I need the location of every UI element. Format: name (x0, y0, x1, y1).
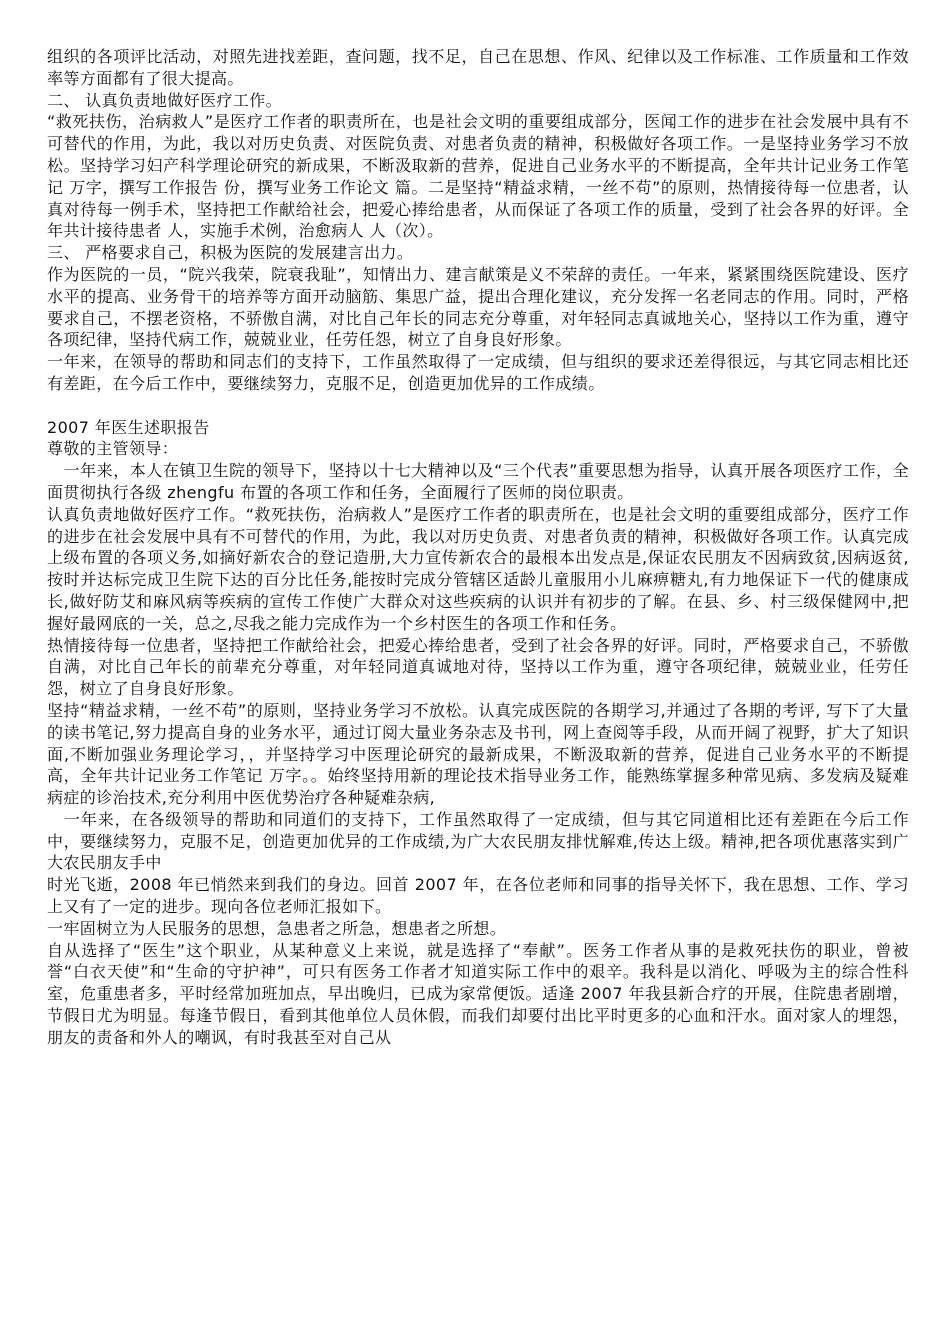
paragraph-township-hospital: 一年来，本人在镇卫生院的领导下，坚持以十七大精神以及“三个代表”重要思想为指导，认真开展各项医疗工作，全面贯彻执行各级 zhengfu 布置的各项工作和任务，全面履行了医师的岗位职责。 (47, 461, 909, 502)
paragraph-hospital-member: 作为医院的一员，“院兴我荣，院衰我耻”，知情出力、建言献策是义不荣辞的责任。一年来，紧紧围绕医院建设、医疗水平的提高、业务骨干的培养等方面开动脑筋、集思广益，提出合理化建议，充分发挥一名老同志的作用。同时，严格要求自己，不摆老资格，不骄傲自满，对比自己年长的同志充分尊重，对年轻同志真诚地关心，坚持以工作为重，遵守各项纪律，坚持代病工作，兢兢业业，任劳任怨，树立了自身良好形象。 (47, 264, 909, 350)
salutation: 尊敬的主管领导： (47, 439, 179, 459)
paragraph-study: 坚持“精益求精，一丝不苟”的原则，坚持业务学习不放松。认真完成医院的各期学习,并通过了各期的考评, 写下了大量的读书笔记,努力提高自身的业务水平，通过订阅大量业务杂志及书刊，网上查阅等手段，从而开阔了视野，扩大了知识面,不断加强业务理论学习，，并坚持学习中医理论研究的最新成果，不断汲取新的营养，促进自己业务水平的不断提高，全年共计记业务工作笔记 万字。。始终坚持用新的理论技术指导业务工作，能熟练掌握多种常见病、多发病及疑难病症的诊治技术,充分利用中医优势治疗各种疑难杂病, (47, 700, 909, 808)
paragraph-responsible-medical-work: 认真负责地做好医疗工作。“救死扶伤，治病救人”是医疗工作者的职责所在，也是社会文明的重要组成部分，医疗工作的进步在社会发展中具有不可替代的作用，为此，我以对历史负责、对患者负责的精神，积极做好各项工作。认真完成上级布置的各项义务,如摘好新农合的登记造册,大力宣传新农合的最根本出发点是,保证农民朋友不因病致贫,因病返贫,按时并达标完成卫生院下达的百分比任务,能按时完成分管辖区适龄儿童服用小儿麻痹糖丸,有力地保证下一代的健康成长,做好防艾和麻风病等疾病的宣传工作使广大群众对这些疾病的认识并有初步的了解。在县、乡、村三级保健网中,把握好最网底的一关，总之,尽我之能力完成作为一个乡村医生的各项工作和任务。 (47, 504, 909, 633)
paragraph-evaluation-intro: 组织的各项评比活动，对照先进找差距，查问题，找不足，自己在思想、作风、纪律以及工作标准、工作质量和工作效率等方面都有了很大提高。 (47, 47, 909, 88)
paragraph-patient-care: 热情接待每一位患者，坚持把工作献给社会，把爱心捧给患者，受到了社会各界的好评。同时，严格要求自己，不骄傲自满，对比自己年长的前辈充分尊重，对年轻同道真诚地对待，坚持以工作为重，遵守各项纪律，兢兢业业，任劳任怨，树立了自身良好形象。 (47, 635, 909, 699)
paragraph-year-summary: 一年来，在领导的帮助和同志们的支持下，工作虽然取得了一定成绩，但与组织的要求还差得很远，与其它同志相比还有差距，在今后工作中，要继续努力，克服不足，创造更加优异的工作成绩。 (47, 352, 909, 393)
paragraph-medical-work: “救死扶伤，治病救人”是医疗工作者的职责所在，也是社会文明的重要组成部分，医闻工作的进步在社会发展中具有不可替代的作用，为此，我以对历史负责、对医院负责、对患者负责的精神，积极做好各项工作。一是坚持业务学习不放松。坚持学习妇产科学理论研究的新成果，不断汲取新的营养，促进自己业务水平的不断提高，全年共计记业务工作笔记 万字，撰写工作报告 份，撰写业务工作论文 篇。二是坚持“精益求精，一丝不苟”的原则，热情接待每一位患者，认真对待每一例手术，坚持把工作献给社会，把爱心捧给患者，从而保证了各项工作的质量，受到了社会各界的好评。全年共计接待患者 人，实施手术例，治愈病人 人（次）。 (47, 112, 909, 241)
paragraph-serve-people: 一牢固树立为人民服务的思想，急患者之所急，想患者之所想。 (47, 918, 507, 938)
report-title: 2007 年医生述职报告 (47, 417, 210, 437)
section-heading-medical-work: 二、 认真负责地做好医疗工作。 (47, 90, 283, 110)
section-heading-self-discipline: 三、 严格要求自己，积极为医院的发展建言出力。 (47, 243, 414, 263)
paragraph-year-conclusion: 一年来，在各级领导的帮助和同道们的支持下，工作虽然取得了一定成绩，但与其它同道相比还有差距在今后工作中，要继续努力，克服不足，创造更加优异的工作成绩,为广大农民朋友排忧解难,传达上级。精神,把各项优惠落实到广大农民朋友手中 (47, 809, 909, 873)
paragraph-doctor-dedication: 自从选择了“医生”这个职业，从某种意义上来说，就是选择了“奉献”。医务工作者从事的是救死扶伤的职业，曾被誉“白衣天使”和“生命的守护神”，可只有医务工作者才知道实际工作中的艰辛。我科是以消化、呼吸为主的综合性科室，危重患者多，平时经常加班加点，早出晚归，已成为家常便饭。适逢 2007 年我县新合疗的开展，住院患者剧增，节假日尤为明显。每逢节假日，看到其他单位人员休假，而我们却要付出比平时更多的心血和汗水。面对家人的埋怨，朋友的责备和外人的嘲讽，有时我甚至对自己从 (47, 940, 909, 1047)
blank-line (47, 395, 909, 417)
document-page (47, 46, 909, 1049)
paragraph-2008-intro: 时光飞逝，2008 年已悄然来到我们的身边。回首 2007 年，在各位老师和同事的指导关怀下，我在思想、工作、学习上又有了一定的进步。现向各位老师汇报如下。 (47, 875, 909, 917)
